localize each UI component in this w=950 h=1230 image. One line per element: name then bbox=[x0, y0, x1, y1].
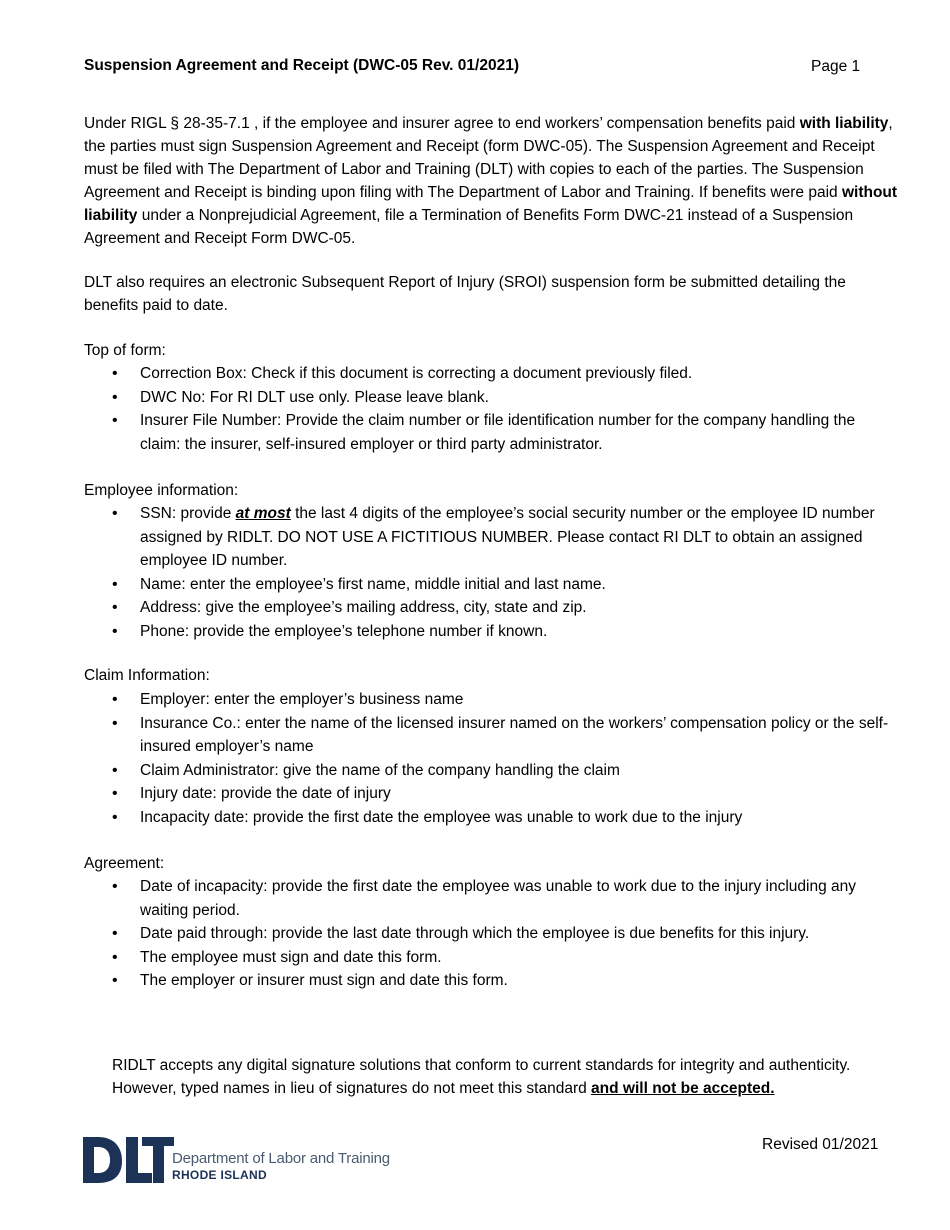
claim-information-heading: Claim Information: bbox=[84, 667, 210, 684]
ssn-text-a: SSN: provide bbox=[140, 505, 236, 522]
top-of-form-heading: Top of form: bbox=[84, 342, 166, 359]
agreement-heading: Agreement: bbox=[84, 855, 165, 872]
intro-text-2: , the parties must sign Suspension Agreement and Receipt (form DWC-05). The Suspension Agreement and Receipt must be filed with The Department of Labor and Training (DLT) with copies to each of the parties. The Suspension Agreement and Receipt is binding upon filing with The Department of Labor and Training. If benefits were paid bbox=[84, 115, 893, 201]
list-item: • Insurance Co.: enter the name of the licensed insurer named on the workers’ compensation policy or the self-insured employer’s name bbox=[112, 712, 892, 759]
list-item: • Injury date: provide the date of injury bbox=[112, 782, 892, 806]
list-item: • Insurer File Number: Provide the claim number or file identification number for the company handling the claim: the insurer, self-insured employer or third party administrator. bbox=[112, 409, 892, 456]
list-item: • DWC No: For RI DLT use only. Please leave blank. bbox=[112, 386, 892, 410]
agreement-list bbox=[112, 875, 892, 993]
list-item: • Claim Administrator: give the name of the company handling the claim bbox=[112, 759, 892, 783]
signature-note bbox=[112, 1054, 872, 1100]
list-item: • Employer: enter the employer’s business name bbox=[112, 688, 892, 712]
dlt-logo-mark-icon bbox=[82, 1133, 174, 1185]
intro-bold-with-liability: with liability bbox=[799, 115, 889, 132]
intro-paragraph bbox=[84, 112, 899, 250]
dlt-logo bbox=[82, 1133, 402, 1185]
signature-note-text: RIDLT accepts any digital signature solutions that conform to current standards for integrity and authenticity. However, typed names in lieu of signatures do not meet this standard bbox=[112, 1056, 851, 1097]
list-item: • Date of incapacity: provide the first date the employee was unable to work due to the injury including any waiting period. bbox=[112, 875, 892, 922]
signature-note-emphasis: and will not be accepted. bbox=[591, 1079, 775, 1097]
intro-text-1: Under RIGL § 28-35-7.1 , if the employee and insurer agree to end workers’ compensation benefits paid bbox=[84, 115, 800, 132]
top-of-form-list bbox=[112, 362, 892, 456]
intro-text-3: under a Nonprejudicial Agreement, file a Termination of Benefits Form DWC-21 instead of a Suspension Agreement and Receipt Form DWC-05. bbox=[84, 207, 854, 247]
list-item: • Date paid through: provide the last date through which the employee is due benefits for this injury. bbox=[112, 922, 892, 946]
list-item: • Name: enter the employee’s first name, middle initial and last name. bbox=[112, 573, 892, 597]
logo-state-text: RHODE ISLAND bbox=[172, 1168, 267, 1182]
list-item: • Address: give the employee’s mailing address, city, state and zip. bbox=[112, 596, 892, 620]
claim-information-list bbox=[112, 688, 892, 829]
list-item: • Incapacity date: provide the first date the employee was unable to work due to the injury bbox=[112, 806, 892, 830]
list-item-ssn bbox=[112, 502, 892, 573]
document-title: Suspension Agreement and Receipt (DWC-05 Rev. 01/2021) bbox=[84, 57, 519, 74]
revised-date: Revised 01/2021 bbox=[762, 1136, 879, 1153]
intro-bold-without-liability: without liability bbox=[84, 184, 898, 224]
ssn-text-b: the last 4 digits of the employee’s social security number or the employee ID number assigned by RIDLT. DO NOT USE A FICTITIOUS NUMBER. Please contact RI DLT to obtain an assigned employee ID number. bbox=[140, 505, 875, 569]
list-item: • The employer or insurer must sign and date this form. bbox=[112, 969, 892, 993]
employee-information-list bbox=[112, 502, 892, 643]
page-number: Page 1 bbox=[811, 58, 861, 75]
list-item: • Phone: provide the employee’s telephone number if known. bbox=[112, 620, 892, 644]
list-item: • Correction Box: Check if this document is correcting a document previously filed. bbox=[112, 362, 892, 386]
employee-information-heading: Employee information: bbox=[84, 482, 239, 499]
sroi-paragraph: DLT also requires an electronic Subsequent Report of Injury (SROI) suspension form be submitted detailing the benefits paid to date. bbox=[84, 274, 846, 314]
list-item: • The employee must sign and date this form. bbox=[112, 946, 892, 970]
ssn-emphasis-at-most: at most bbox=[235, 505, 291, 522]
logo-department-text: Department of Labor and Training bbox=[172, 1150, 390, 1167]
